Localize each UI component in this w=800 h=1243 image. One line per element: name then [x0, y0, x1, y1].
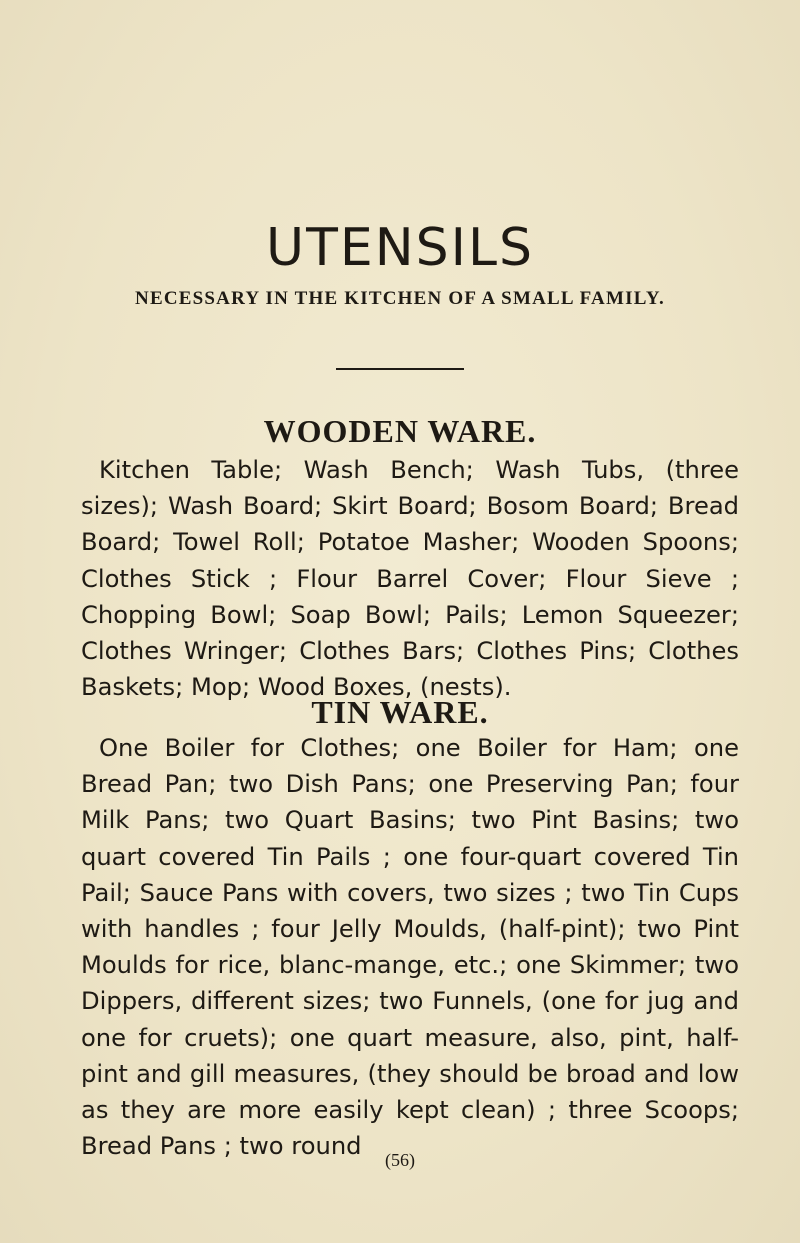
section-heading-wooden-ware: WOODEN WARE.	[263, 413, 537, 449]
section-body-tin-ware: One Boiler for Clothes; one Boiler for Ham; one Bread Pan; two Dish Pans; one Preserving Pan; four Milk Pans; two Quart Basins; two Pint Basins; two quart covered Tin Pails ; one four-quart covered Tin Pail; Sauce Pans with covers, two sizes ; two Tin Cups with handles ; four Jelly Moulds, (half-pint); two Pint Moulds for rice, blanc-mange, etc.; one Skimmer; two Dippers, different sizes; two Funnels, (one for jug and one for cruets); one quart measure, also, pint, half-pint and gill measures, (they should be broad and low as they are more easily kept clean) ; three Scoops; Bread Pans ; two round	[81, 734, 739, 1161]
section-body-wooden-ware: Kitchen Table; Wash Bench; Wash Tubs, (three sizes); Wash Board; Skirt Board; Bosom Board; Bread Board; Towel Roll; Potatoe Masher; Wooden Spoons; Clothes Stick ; Flour Barrel Cover; Flour Sieve ; Chopping Bowl; Soap Bowl; Pails; Lemon Squeezer; Clothes Wringer; Clothes Bars; Clothes Pins; Clothes Baskets; Mop; Wood Boxes, (nests).	[81, 456, 739, 702]
page-title: UTENSILS	[266, 218, 534, 278]
section-divider	[336, 368, 464, 370]
page-number: (56)	[385, 1150, 415, 1170]
section-heading-tin-ware: TIN WARE.	[311, 694, 489, 730]
page-subtitle: NECESSARY IN THE KITCHEN OF A SMALL FAMILY.	[135, 288, 665, 309]
